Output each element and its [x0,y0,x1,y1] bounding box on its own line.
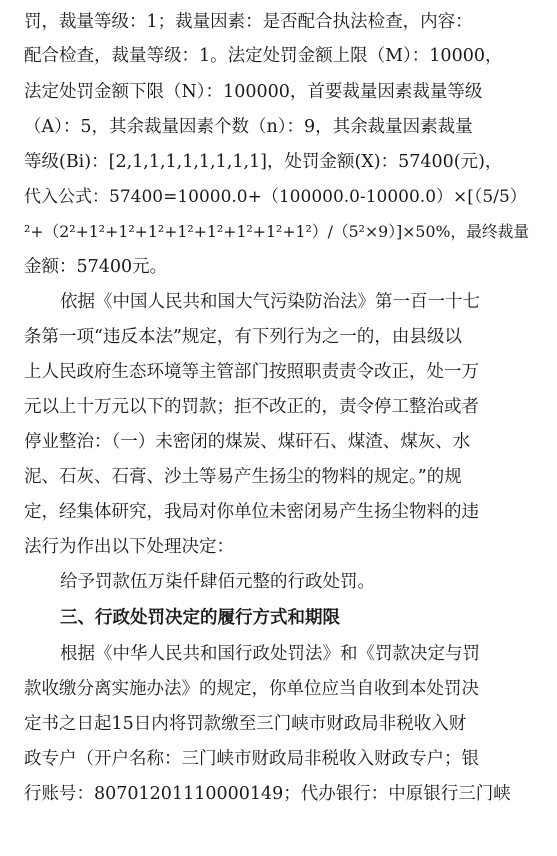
penalty-decision: 给予罚款伍万柒仟肆佰元整的行政处罚。 [60,572,375,592]
text-line: 行账号：80701201110000149；代办银行：中原银行三门峡 [24,784,511,804]
text-line: 法定处罚金额下限（N）：100000，首要裁量因素裁量等级 [24,82,483,102]
paragraph-first-line: 根据《中华人民共和国行政处罚法》和《罚款决定与罚 [60,644,480,664]
text-line: 元以上十万元以下的罚款；拒不改正的，责令停工整治或者 [24,397,479,417]
text-line: 等级(Bi)：[2,1,1,1,1,1,1,1,1]，处罚金额(X)：57400(元)， [24,152,503,172]
text-line: 条第一项“违反本法”规定，有下列行为之一的，由县级以 [24,327,462,347]
text-line: 上人民政府生态环境等主管部门按照职责责令改正，处一万 [24,362,479,382]
text-line: 罚，裁量等级：1；裁量因素：是否配合执法检查，内容： [24,12,473,32]
text-line: 配合检查，裁量等级：1。法定处罚金额上限（M）：10000， [24,46,503,66]
text-line: 代入公式：57400=10000.0+（100000.0-10000.0）×[（5/5） [24,187,527,207]
section-heading: 三、行政处罚决定的履行方式和期限 [60,608,340,628]
text-line: 款收缴分离实施办法》的规定，你单位应当自收到本处罚决 [24,679,479,699]
text-line: 政专户（开户名称：三门峡市财政局非税收入财政专户；银 [24,749,479,769]
text-line: 法行为作出以下处理决定： [24,537,234,557]
text-line: ²+（2²+1²+1²+1²+1²+1²+1²+1²+1²）/（5²×9）]×50%，最终裁量 [24,222,530,241]
text-line: （A）：5，其余裁量因素个数（n）：9，其余裁量因素裁量 [24,117,473,137]
text-line: 停业整治：（一）未密闭的煤炭、煤矸石、煤渣、煤灰、水 [24,432,471,452]
text-line: 泥、石灰、石膏、沙土等易产生扬尘的物料的规定。”的规 [24,467,462,487]
text-line: 金额：57400元。 [24,257,168,277]
text-line: 定，经集体研究，我局对你单位未密闭易产生扬尘物料的违 [24,502,479,522]
paragraph-first-line: 依据《中国人民共和国大气污染防治法》第一百一十七 [60,292,480,312]
text-line: 定书之日起15日内将罚款缴至三门峡市财政局非税收入财 [24,714,467,734]
